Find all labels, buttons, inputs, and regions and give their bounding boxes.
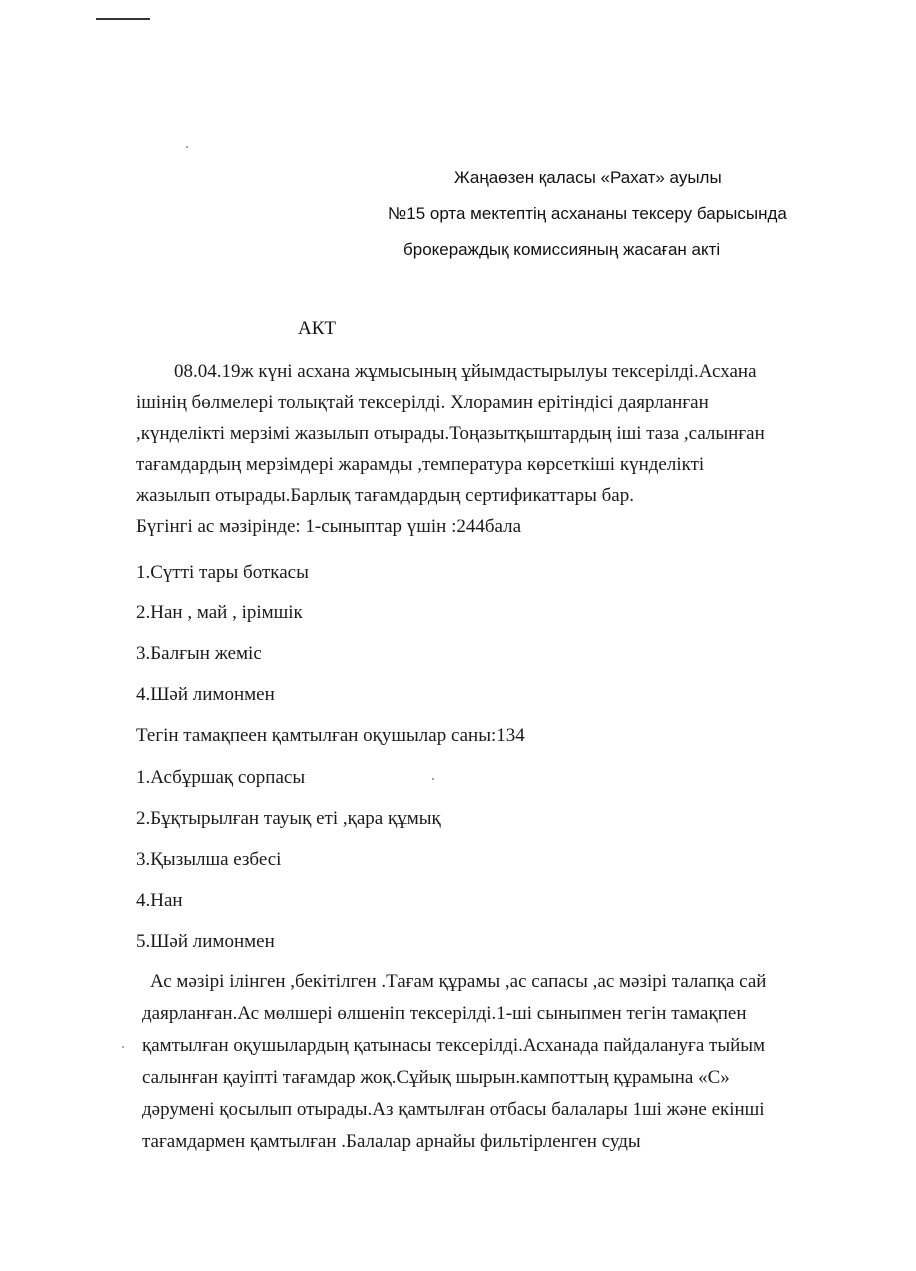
scan-speck — [122, 1046, 124, 1048]
closing-line: тағамдармен қамтылған .Балалар арнайы фильтірленген суды — [142, 1131, 641, 1152]
menu2-item: 1.Асбұршақ сорпасы — [136, 767, 306, 788]
header-line-1: Жаңаөзен қаласы «Рахат» ауылы — [454, 168, 722, 187]
closing-line: Ас мәзірі ілінген ,бекітілген .Тағам құрамы ,ас сапасы ,ас мәзірі талапқа сай — [150, 971, 767, 992]
intro-line: 08.04.19ж күні асхана жұмысының ұйымдастырылуы тексерілді.Асхана — [174, 361, 757, 382]
intro-paragraph — [136, 356, 836, 511]
document-title: АКТ — [298, 318, 336, 339]
closing-line: салынған қауіпті тағамдар жоқ.Сұйық шырын.кампоттың құрамына «С» — [142, 1067, 730, 1088]
closing-line: қамтылған оқушылардың қатынасы тексерілді.Асханада пайдалануға тыйым — [142, 1035, 766, 1056]
menu2-item: 3.Қызылша езбесі — [136, 849, 282, 870]
menu2-item: 4.Нан — [136, 890, 183, 911]
menu2-heading: Тегін тамақпеен қамтылған оқушылар саны:134 — [136, 725, 525, 746]
intro-line: жазылып отырады.Барлық тағамдардың сертификаттары бар. — [136, 485, 634, 506]
menu2-item: 5.Шәй лимонмен — [136, 931, 275, 952]
scan-speck — [186, 146, 188, 148]
intro-line: ,күнделікті мерзімі жазылып отырады.Тоңазытқыштардың іші таза ,салынған — [136, 423, 765, 444]
scan-speck — [432, 778, 434, 780]
closing-line: дәрумені қосылып отырады.Аз қамтылған отбасы балалары 1ші және екінші — [142, 1099, 765, 1120]
menu1-item: 3.Балғын жеміс — [136, 643, 262, 664]
menu1-item: 1.Сүтті тары боткасы — [136, 562, 309, 583]
scan-mark — [96, 18, 150, 20]
intro-line: ішінің бөлмелері толықтай тексерілді. Хлорамин ерітіндісі даярланған — [136, 392, 709, 413]
menu1-heading: Бүгінгі ас мәзірінде: 1-сыныптар үшін :244бала — [136, 516, 522, 537]
menu1-item: 2.Нан , май , ірімшік — [136, 602, 303, 623]
header-line-2: №15 орта мектептің асхананы тексеру барысында — [388, 204, 787, 223]
header-line-3: брокераждық комиссияның жасаған акті — [403, 240, 721, 259]
menu1-item: 4.Шәй лимонмен — [136, 684, 275, 705]
closing-line: даярланған.Ас мөлшері өлшеніп тексерілді.1-ші сыныпмен тегін тамақпен — [142, 1003, 747, 1024]
closing-paragraph — [142, 966, 862, 1158]
menu2-item: 2.Бұқтырылған тауық еті ,қара құмық — [136, 808, 441, 829]
intro-line: тағамдардың мерзімдері жарамды ,температура көрсеткіші күнделікті — [136, 454, 705, 475]
